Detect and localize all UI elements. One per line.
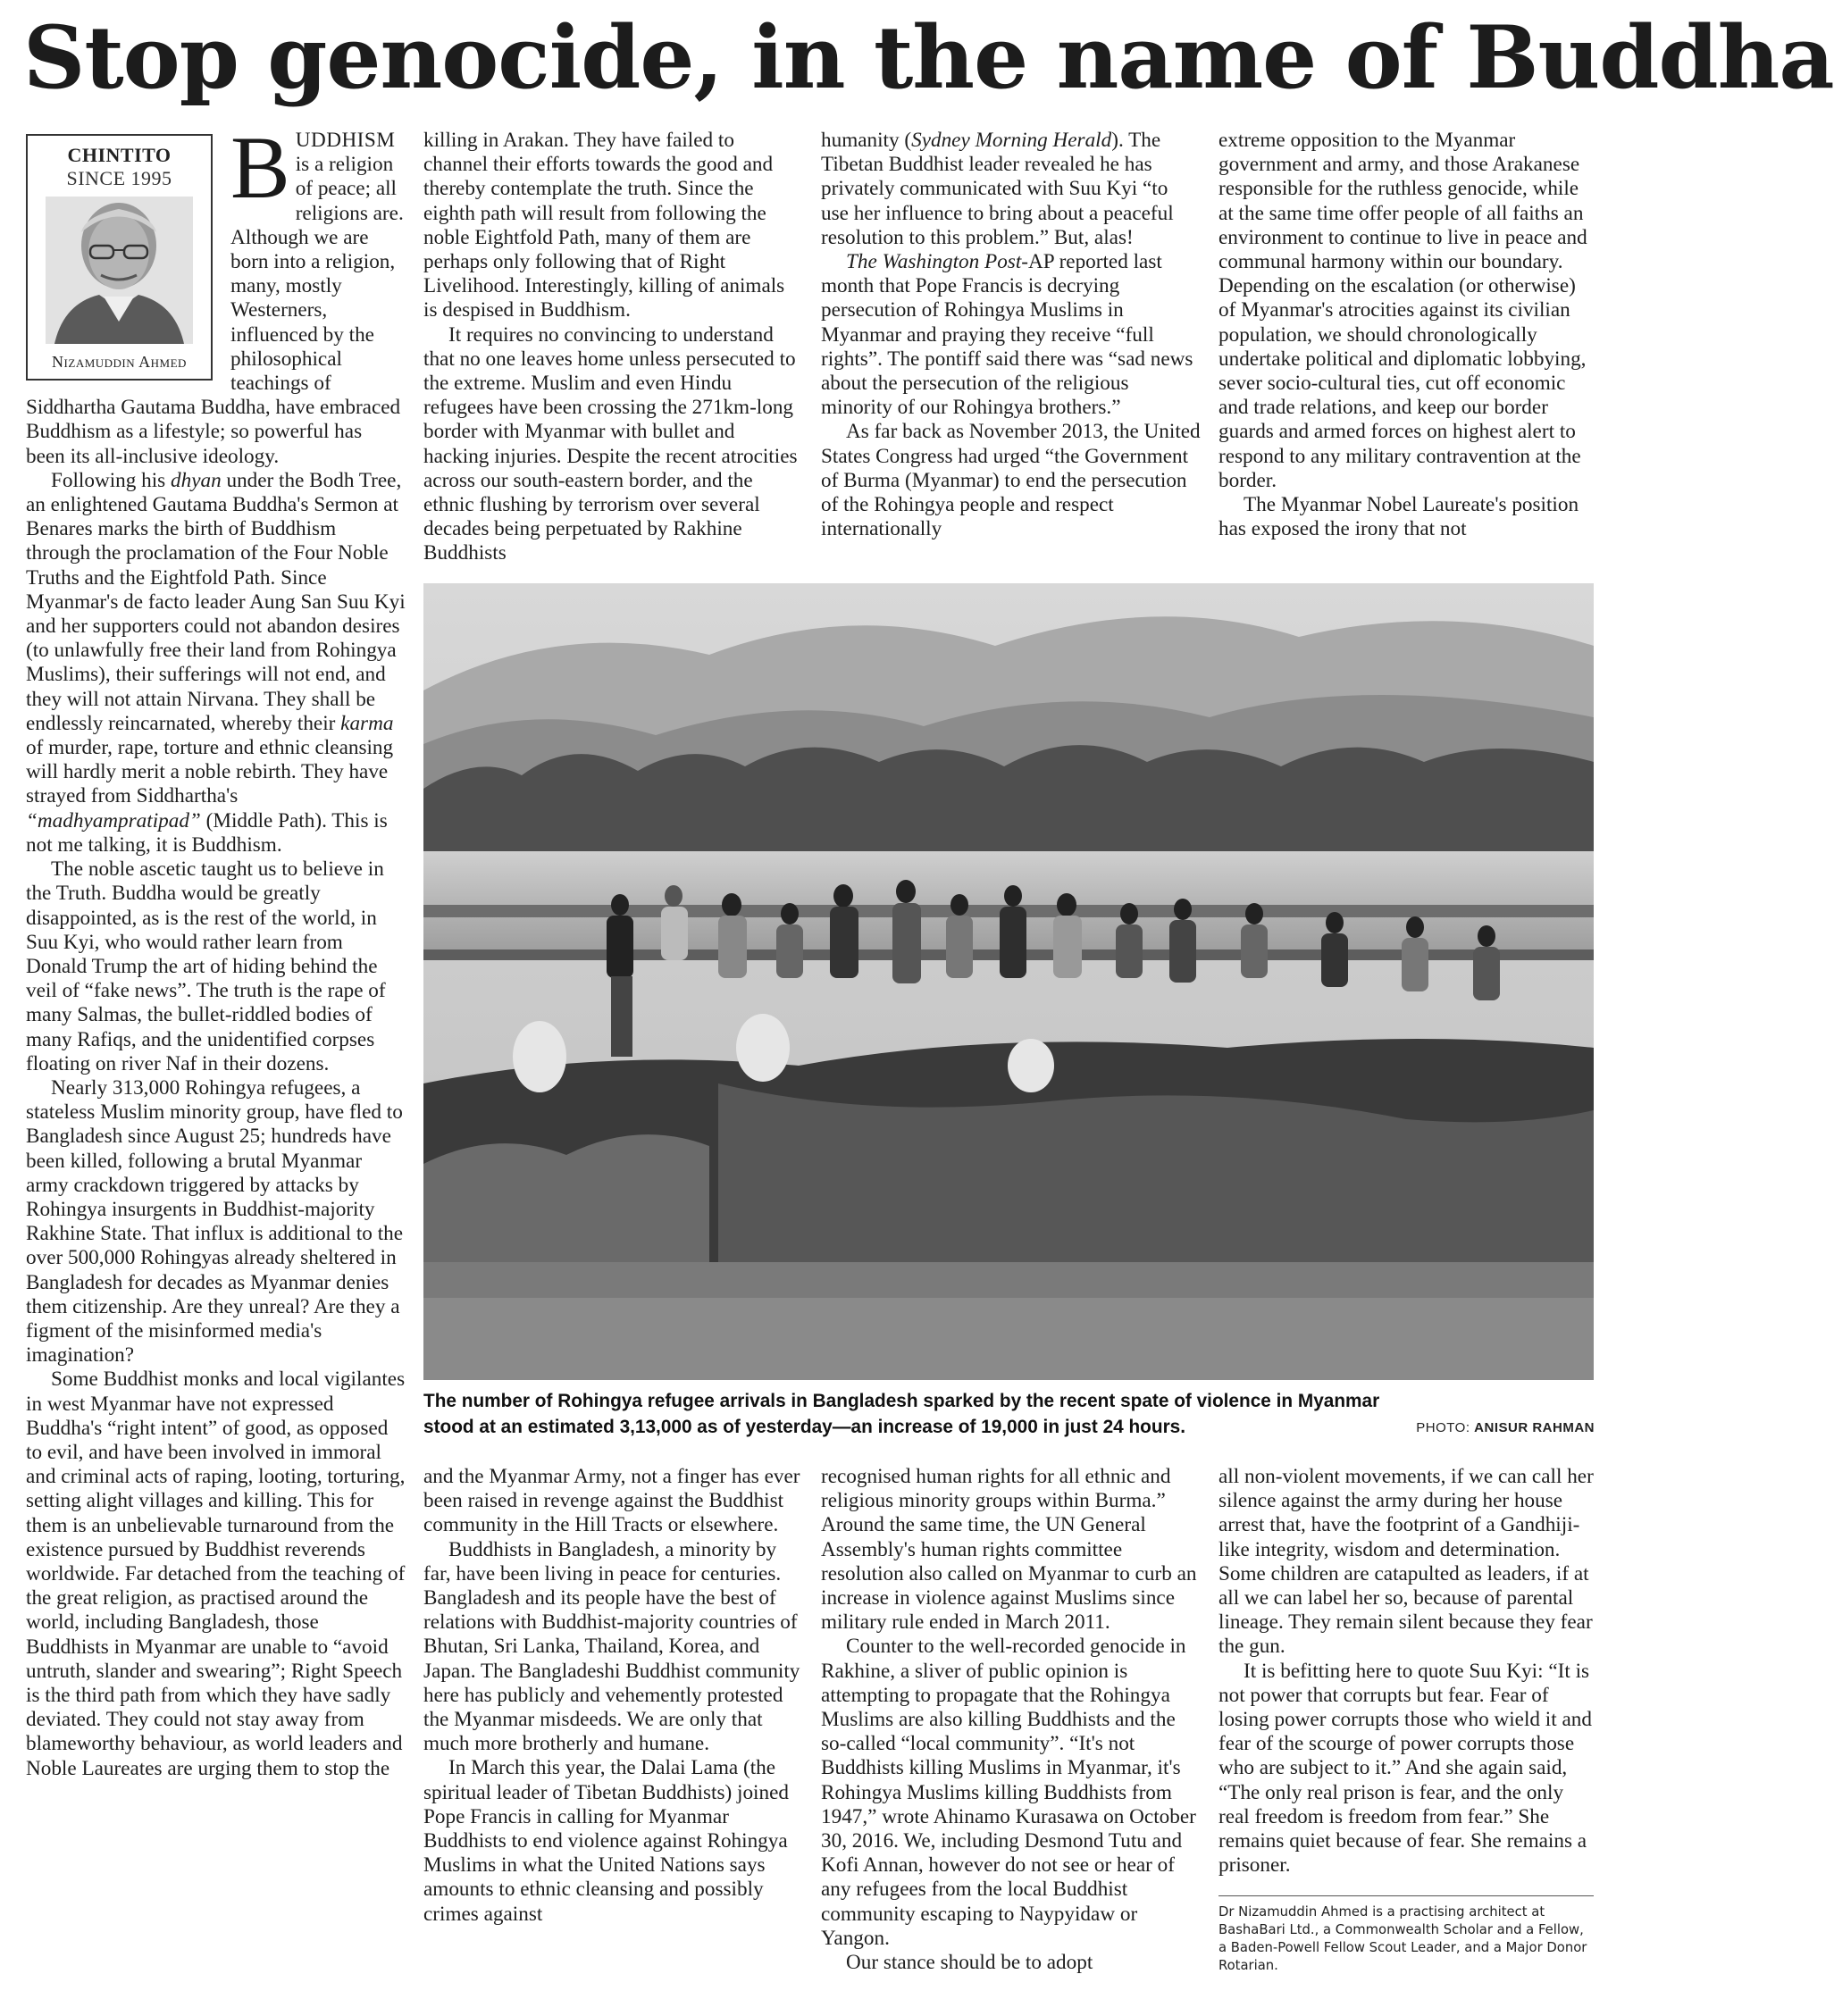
- column-4: [1218, 129, 1594, 541]
- column-since: SINCE 1995: [66, 167, 172, 189]
- column-2: [423, 129, 803, 566]
- paragraph: Some Buddhist monks and local vigilantes in west Myanmar have not expressed Buddha's “right intent” of good, as opposed to evil, and have been involved in immoral and criminal acts of raping, looting, torturing, setting alight villages and killing. This for them is an unbelievable turnaround from the existence pursued by Buddhist reverends worldwide. Far detached from the teaching of the great religion, as practised around the world, including Bangladesh, those Buddhists in Myanmar are unable to “avoid untruth, slander and swearing”; Right Speech is the third path from which they have sadly deviated. They could not stay away from blameworthy behaviour, as world leaders and Noble Laureates are urging them to stop the: [26, 1368, 406, 1780]
- paragraph: Buddhists in Bangladesh, a minority by far, have been living in peace for centuries. Bangladesh and its people have the best of relations with Buddhist-majority countries of Bhutan, Sri Lanka, Thailand, Korea, and Japan. The Bangladeshi Buddhist community here has publicly and vehemently protested the Myanmar misdeeds. We are only that much more brotherly and humane.: [423, 1537, 800, 1756]
- column-3-bottom: [821, 1465, 1201, 1975]
- columnist-box: [26, 134, 213, 381]
- headline: Stop genocide, in the name of Buddha: [23, 7, 1834, 108]
- paragraph: The noble ascetic taught us to believe in the Truth. Buddha would be greatly disappointed, as is the rest of the world, in Suu Kyi, who would rather learn from Donald Trump the art of hiding behind the veil of “fake news”. The truth is the rape of many Salmas, the bullet-riddled bodies of many Rafiqs, and the unidentified corpses floating on river Naf in their dozens.: [26, 857, 386, 1075]
- paragraph: It is befitting here to quote Suu Kyi: “It is not power that corrupts but fear. Fear of losing power corrupts those who wield it and fear of the scourge of power corrupts those who are subject to it.” And she again said, “The only real prison is fear, and the only real freedom is freedom from fear.” She remains quiet because of fear. She remains a prisoner.: [1218, 1659, 1592, 1878]
- paragraph: The Washington Post-AP reported last month that Pope Francis is decrying persecution of Rohingya Muslims in Myanmar and praying they receive “full rights”. The pontiff said there was “sad news about the persecution of the religious minority of our Rohingya brothers.”: [821, 250, 1193, 420]
- author-bio: Dr Nizamuddin Ahmed is a practising architect at BashaBari Ltd., a Commonwealth Scholar and a Fellow, a Baden-Powell Fellow Scout Leader, and a Major Donor Rotarian.: [1218, 1895, 1594, 1975]
- paragraph: In March this year, the Dalai Lama (the spiritual leader of Tibetan Buddhists) joined Pope Francis in calling for Myanmar Buddhists to end violence against Rohingya Muslims in what the United Nations says amounts to ethnic cleansing and possibly crimes against: [423, 1756, 789, 1926]
- author-portrait: [46, 197, 193, 344]
- column-3: [821, 129, 1201, 541]
- paragraph: and the Myanmar Army, not a finger has ever been raised in revenge against the Buddhist community in the Hill Tracts or elsewhere.: [423, 1465, 800, 1537]
- paragraph: Following his dhyan under the Bodh Tree, an enlightened Gautama Buddha's Sermon at Benares marks the birth of Buddhism through the proclamation of the Four Noble Truths and the Eightfold Path. Since Myanmar's de facto leader Aung San Suu Kyi and her supporters could not abandon desires (to unlawfully free their land from Rohingya Muslims), their sufferings will not end, and they will not attain Nirvana. They shall be endlessly reincarnated, whereby their karma of murder, rape, torture and ethnic cleansing will hardly merit a noble rebirth. They have strayed from Siddhartha's “madhyampratipad” (Middle Path). This is not me talking, it is Buddhism.: [26, 468, 406, 857]
- drop-cap: B: [230, 118, 290, 217]
- paragraph: Counter to the well-recorded genocide in Rakhine, a sliver of public opinion is attempting to propagate that the Rohingya Muslims are also killing Buddhists and the so-called “local community”. “It's not Buddhists killing Muslims in Myanmar, it's Rohingya Muslims killing Buddhists from 1947,” wrote Ahinamo Kurasawa on October 30, 2016. We, including Desmond Tutu and Kofi Annan, however do not see or hear of any refugees from the local Buddhist community escaping to Naypyidaw or Yangon.: [821, 1635, 1196, 1950]
- column-author: Nizamuddin Ahmed: [52, 353, 187, 371]
- photo-caption: The number of Rohingya refugee arrivals in Bangladesh sparked by the recent spate of violence in Myanmar stood at an estimated 3,13,000 as of yesterday—an increase of 19,000 in just 24 hours.: [423, 1391, 1380, 1437]
- paragraph: killing in Arakan. They have failed to channel their efforts towards the good and thereby contemplate the truth. Since the eighth path will result from following the noble Eightfold Path, many of them are perhaps only following that of Right Livelihood. Interestingly, killing of animals is despised in Buddhism.: [423, 129, 785, 322]
- news-photo: [423, 583, 1594, 1380]
- column-4-bottom: [1218, 1465, 1594, 1878]
- photo-credit: PHOTO: ANISUR RAHMAN: [1416, 1420, 1595, 1435]
- paragraph: recognised human rights for all ethnic and religious minority groups within Burma.” Around the same time, the UN General Assembly's human rights committee resolution also called on Myanmar to curb an increase in violence against Muslims since military rule ended in March 2011.: [821, 1465, 1197, 1635]
- paragraph: It requires no convincing to understand that no one leaves home unless persecuted to the extreme. Muslim and even Hindu refugees have been crossing the 271km-long border with Myanmar with bullet and hacking injuries. Despite the recent atrocities across our south-eastern border, and the ethnic flushing by terrorism over several decades being perpetuated by Rakhine Buddhists: [423, 322, 798, 565]
- column-2-bottom: [423, 1465, 803, 1927]
- paragraph: humanity (Sydney Morning Herald). The Tibetan Buddhist leader revealed he has privately communicated with Suu Kyi “to use her influence to bring about a peaceful resolution to this problem.” But, alas!: [821, 129, 1174, 249]
- paragraph: The Myanmar Nobel Laureate's position has exposed the irony that not: [1218, 493, 1579, 541]
- paragraph: Our stance should be to adopt: [846, 1951, 1093, 1975]
- paragraph: extreme opposition to the Myanmar government and army, and those Arakanese responsible for the ruthless genocide, while at the same time offer people of all faiths an environment to continue to live in peace and communal harmony within our boundary. Depending on the escalation (or otherwise) of Myanmar's atrocities against its civilian population, we should chronologically undertake political and diplomatic lobbying, sever socio-cultural ties, cut off economic and trade relations, and keep our border guards and armed forces on highest alert to respond to any military contravention at the border.: [1218, 129, 1587, 492]
- paragraph: Nearly 313,000 Rohingya refugees, a stateless Muslim minority group, have fled to Bangladesh since August 25; hundreds have been killed, following a brutal Myanmar army crackdown triggered by attacks by Rohingya insurgents in Buddhist-majority Rakhine State. That influx is additional to the over 500,000 Rohingyas already sheltered in Bangladesh for decades as Myanmar denies them citizenship. Are they unreal? Are they a figment of the misinformed media's imagination?: [26, 1075, 404, 1368]
- column-1: CHINTITO SINCE 1995 Nizamuddin Ahmed BUDDHISM is a religion of peace; all religions are. Although we are born into a religion, many, mostly Westerners, influenced by the philosophical teachings of Siddhartha Gautama Buddha, have embraced Buddhism as a lifestyle; so powerful has been its all-inclusive ideology. Following his dhyan under the Bodh Tree, an enlightened Gautama Buddha's Sermon at Benares marks the birth of Buddhism through the proclamation of the Four Noble Truths and the Eightfold Path. Since Myanmar's de facto leader Aung San Suu Kyi and her supporters could not abandon desires (to unlawfully free their land from Rohingya Muslims), their sufferings will not end, and they will not attain Nirvana. They shall be endlessly reincarnated, whereby their karma of murder, rape, torture and ethnic cleansing will hardly merit a noble rebirth. They have strayed from Siddhartha's “madhyampratipad” (Middle Path). This is not me talking, it is Buddhism. The noble ascetic taught us to believe in the Truth. Buddha would be greatly disappointed, as is the rest of the world, in Suu Kyi, who would rather learn from Donald Trump the art of hiding behind the veil of “fake news”. The truth is the rape of many Salmas, the bullet-riddled bodies of many Rafiqs, and the unidentified corpses floating on river Naf in their dozens. Nearly 313,000 Rohingya refugees, a stateless Muslim minority group, have fled to Bangladesh since August 25; hundreds have been killed, following a brutal Myanmar army crackdown triggered by attacks by Rohingya insurgents in Buddhist-majority Rakhine State. That influx is additional to the over 500,000 Rohingyas already sheltered in Bangladesh for decades as Myanmar denies them citizenship. Are they unreal? Are they a figment of the misinformed media's imagination? Some Buddhist monks and local vigilantes in west Myanmar have not expressed Buddha's “right intent” of good, as opposed to evil, and have been involved in immoral and criminal acts of raping, looting, torturing, setting alight villages and killing. This for them is an unbelievable turnaround from the existence pursued by Buddhist reverends worldwide. Far detached from the teaching of the great religion, as practised around the world, including Bangladesh, those Buddhists in Myanmar are unable to “avoid untruth, slander and swearing”; Right Speech is the third path from which they have sadly deviated. They could not stay away from blameworthy behaviour, as world leaders and Noble Laureates are urging them to stop the: [26, 118, 406, 1780]
- paragraph: all non-violent movements, if we can call her silence against the army during her house arrest that, have the footprint of a Gandhiji-like integrity, wisdom and determination. Some children are catapulted as leaders, if at all we can label her so, because of parental lineage. They remain silent because they fear the gun.: [1218, 1465, 1594, 1659]
- column-name: CHINTITO: [67, 144, 172, 166]
- paragraph: As far back as November 2013, the United States Congress had urged “the Government of Burma (Myanmar) to end the persecution of the Rohingya people and respect internationally: [821, 420, 1201, 541]
